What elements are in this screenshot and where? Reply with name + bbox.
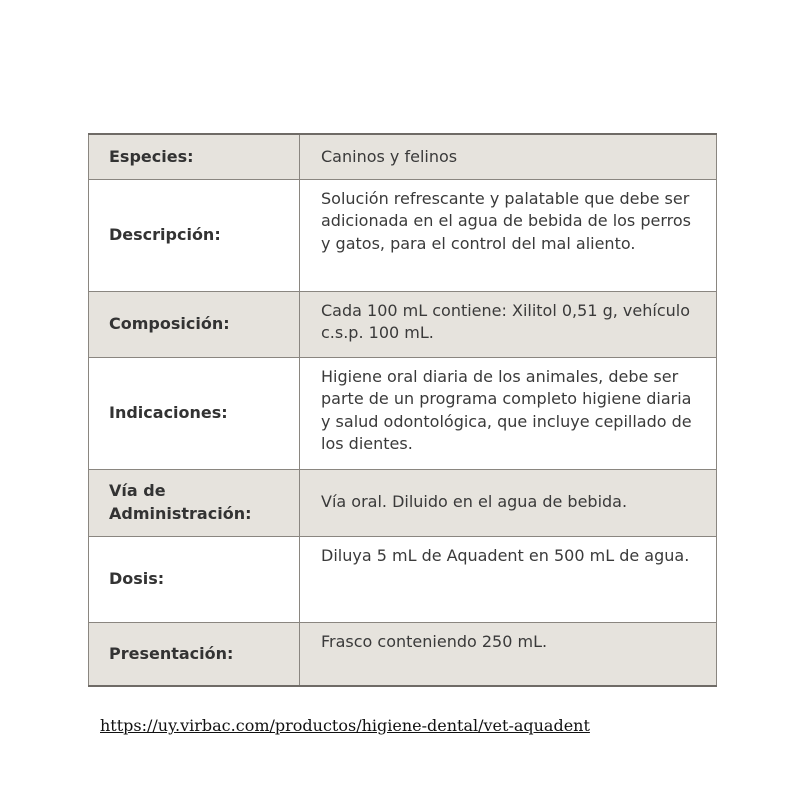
row-label: Presentación: xyxy=(89,622,300,686)
row-label: Especies: xyxy=(89,134,300,179)
row-value: Higiene oral diaria de los animales, debe ser parte de un programa completo higiene diaria y salud odontológica, que incluye cepillado de los dientes. xyxy=(300,357,717,469)
row-value: Caninos y felinos xyxy=(300,134,717,179)
row-label: Descripción: xyxy=(89,179,300,291)
table-row-especies xyxy=(89,134,717,179)
row-label: Dosis: xyxy=(89,536,300,622)
table-row-presentacion xyxy=(89,622,717,686)
row-value: Diluya 5 mL de Aquadent en 500 mL de agua. xyxy=(300,536,717,622)
row-label: Indicaciones: xyxy=(89,357,300,469)
row-label: Composición: xyxy=(89,291,300,357)
row-value: Vía oral. Diluido en el agua de bebida. xyxy=(300,469,717,536)
row-value: Solución refrescante y palatable que debe ser adicionada en el agua de bebida de los perros y gatos, para el control del mal aliento. xyxy=(300,179,717,291)
table-row-composicion xyxy=(89,291,717,357)
row-label: Vía de Administración: xyxy=(89,469,300,536)
table-row-descripcion xyxy=(89,179,717,291)
product-info-table xyxy=(88,133,717,687)
table-row-via-administracion xyxy=(89,469,717,536)
row-value: Frasco conteniendo 250 mL. xyxy=(300,622,717,686)
row-value: Cada 100 mL contiene: Xilitol 0,51 g, vehículo c.s.p. 100 mL. xyxy=(300,291,717,357)
source-url-link[interactable]: https://uy.virbac.com/productos/higiene-dental/vet-aquadent xyxy=(100,716,590,735)
table-row-dosis xyxy=(89,536,717,622)
table-row-indicaciones xyxy=(89,357,717,469)
